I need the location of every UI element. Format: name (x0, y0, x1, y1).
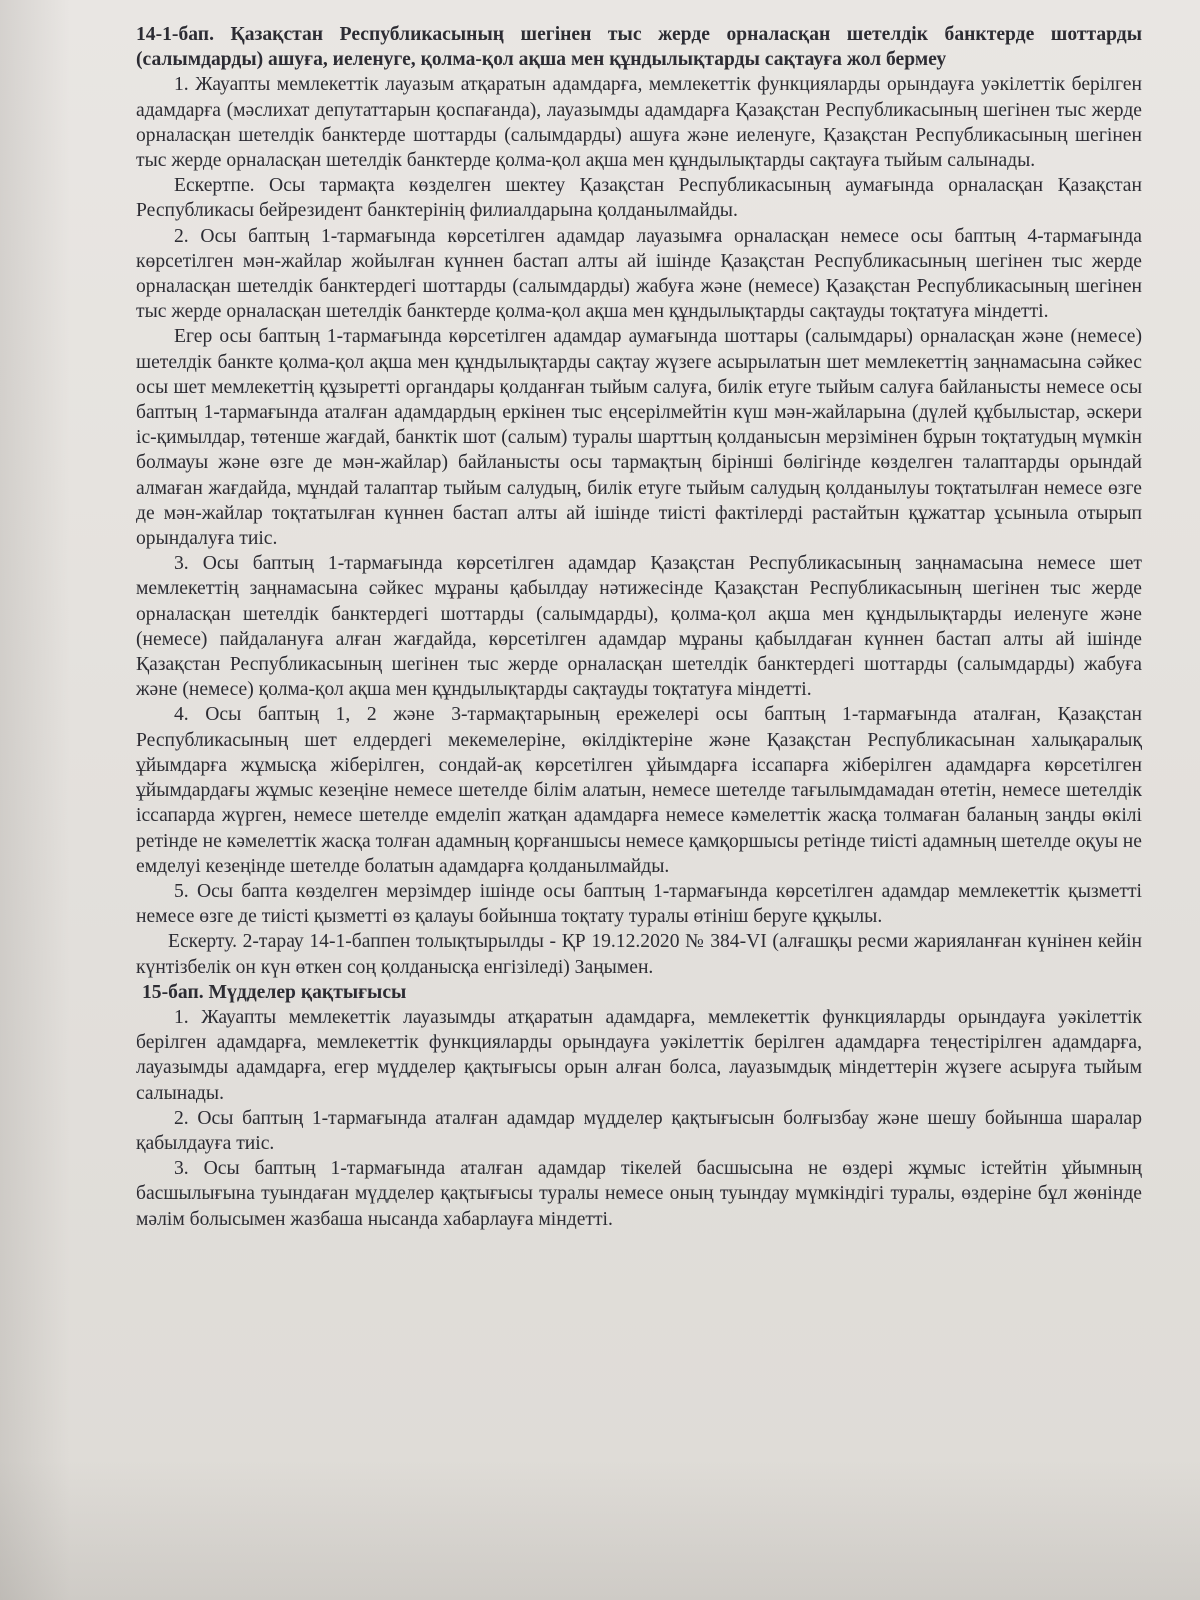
article-14-1-paragraph-5: 5. Осы бапта көзделген мерзімдер ішінде осы баптың 1-тармағында көрсетілген адамдар мемлекеттік қызметті немесе өзге де тиісті қызметті өз қалауы бойынша тоқтату туралы өтініш беруге құқылы. (136, 880, 1142, 928)
article-15-paragraph-3: 3. Осы баптың 1-тармағында аталған адамдар тікелей басшысына не өздері жұмыс істейтін ұйымның басшылығына туындаған мүдделер қақтығысы туралы немесе оның туындау мүмкіндігі туралы, өздеріне бұл жөнінде мәлім болысымен жазбаша нысанда хабарлауға міндетті. (136, 1158, 1142, 1230)
article-14-1-amendment-note: Ескерту. 2-тарау 14-1-баппен толықтырылды - ҚР 19.12.2020 № 384-VI (алғашқы ресми жарияланған күнінен кейін күнтізбелік он күн өткен соң қолданысқа енгізіледі) Заңымен. (136, 931, 1142, 978)
article-15-paragraph-2: 2. Осы баптың 1-тармағында аталған адамдар мүдделер қақтығысын болғызбау және шешу бойынша шаралар қабылдауға тиіс. (136, 1107, 1142, 1154)
article-14-1-note: Ескертпе. Осы тармақта көзделген шектеу Қазақстан Республикасының аумағында орналасқан Қазақстан Республикасы бейрезидент банктерінің филиалдарына қолданылмайды. (136, 175, 1142, 222)
article-14-1-paragraph-4: 4. Осы баптың 1, 2 және 3-тармақтарының ережелері осы баптың 1-тармағында аталған, Қазақстан Республикасының шет елдердегі мекемелеріне, өкілдіктеріне және Қазақстан Республикасынан халықаралық ұйымдарға жұмысқа жіберілген, сондай-ақ көрсетілген ұйымдарға іссапарға жіберілген адамдарға көрсетілген ұйымдардағы жұмыс кезеңіне немесе шетелде білім алатын, немесе шетелде тағылымдамадан өтетін, немесе шетелдік іссапарда жүрген, немесе шетелде емделіп жатқан адамдарға немесе кәмелеттік жасқа толмаған баланың заңды өкілі ретінде не кәмелеттік жасқа толған адамның қорғаншысы немесе қамқоршысы ретінде тиісті адамның шетелде оқуы не емделуі кезеңінде шетелде болатын адамдарға қолданылмайды. (136, 704, 1142, 877)
page-shadow-left (0, 0, 70, 1600)
document-body (136, 22, 1142, 1232)
page-shadow-bottom (0, 1460, 1200, 1600)
article-14-1-paragraph-2: 2. Осы баптың 1-тармағында көрсетілген адамдар лауазымға орналасқан немесе осы баптың 4-тармағында көрсетілген мән-жайлар жойылған күннен бастап алты ай ішінде Қазақстан Республикасының шегінен тыс жерде орналасқан шетелдік банктердегі шоттарды (салымдарды) жабуға және (немесе) Қазақстан Республикасының шегінен тыс жерде орналасқан шетелдік банктерде қолма-қол ақша мен құндылықтарды сақтауды тоқтатуға міндетті. (136, 225, 1142, 323)
article-14-1-paragraph-2-part-2: Егер осы баптың 1-тармағында көрсетілген адамдар аумағында шоттары (салымдары) орналасқан және (немесе) шетелдік банкте қолма-қол ақша мен құндылықтарды сақтау жүзеге асырылатын шет мемлекеттің заңнамасына сәйкес осы шет мемлекеттің құзыретті органдары қолданған тыйым салуға, билік етуге тыйым салуға байланысты немесе осы баптың 1-тармағында аталған адамдардың еркінен тыс еңсерілмейтін күш мән-жайларына (дүлей құбылыстар, әскери іс-қимылдар, төтенше жағдай, банктік шот (салым) туралы шарттың қолданысын мерзімінен бұрын тоқтатудың мүмкін болмауы және өзге де мән-жайлар) байланысты осы тармақтың бірінші бөлігінде көзделген талаптарды орындай алмаған жағдайда, мұндай талаптар тыйым салудың, билік етуге тыйым салудың қолданылуы тоқтатылған немесе өзге де мән-жайлар тоқтатылған күннен бастап алты ай ішінде тиісті фактілерді растайтын құжаттар ұсыныла отырып орындалуға тиіс. (136, 326, 1142, 550)
article-14-1-paragraph-3: 3. Осы баптың 1-тармағында көрсетілген адамдар Қазақстан Республикасының заңнамасына немесе шет мемлекеттің заңнамасына сәйкес мұраны қабылдау нәтижесінде Қазақстан Республикасының шегінен тыс жерде орналасқан шетелдік банктердегі шоттарды (салымдарды), қолма-қол ақша мен құндылықтарды иеленуге және (немесе) пайдалануға алған жағдайда, көрсетілген адамдар мұраны қабылдаған күннен бастап алты ай ішінде Қазақстан Республикасының шегінен тыс жерде орналасқан шетелдік банктердегі шоттарды (салымдарды) жабуға және (немесе) қолма-қол ақша мен құндылықтарды сақтауды тоқтатуға міндетті. (136, 553, 1142, 701)
article-15-paragraph-1: 1. Жауапты мемлекеттік лауазымды атқаратын адамдарға, мемлекеттік функцияларды орындауға уәкілеттік берілген адамдарға, мемлекеттік функцияларды орындауға уәкілеттік берілген адамдарға теңестірілген адамдарға, лауазымды адамдарға, егер мүдделер қақтығысы орын алған болса, лауазымдық міндеттерін жүзеге асыруға тыйым салынады. (136, 1006, 1142, 1104)
article-15-title: 15-бап. Мүдделер қақтығысы (142, 981, 407, 1003)
article-14-1-title: 14-1-бап. Қазақстан Республикасының шегінен тыс жерде орналасқан шетелдік банктерде шоттарды (салымдарды) ашуға, иеленуге, қолма-қол ақша мен құндылықтарды сақтауға жол бермеу (136, 24, 1142, 71)
article-14-1-paragraph-1: 1. Жауапты мемлекеттік лауазым атқаратын адамдарға, мемлекеттік функцияларды орындауға уәкілеттік берілген адамдарға (мәслихат депутаттарын қоспағанда), лауазымды адамдарға Қазақстан Республикасының шегінен тыс жерде орналасқан шетелдік банктерде шоттарды (салымдарды) ашуға және иеленуге, Қазақстан Республикасының шегінен тыс жерде орналасқан шетелдік банктерде қолма-қол ақша мен құндылықтарды сақтауға тыйым салынады. (136, 74, 1142, 172)
